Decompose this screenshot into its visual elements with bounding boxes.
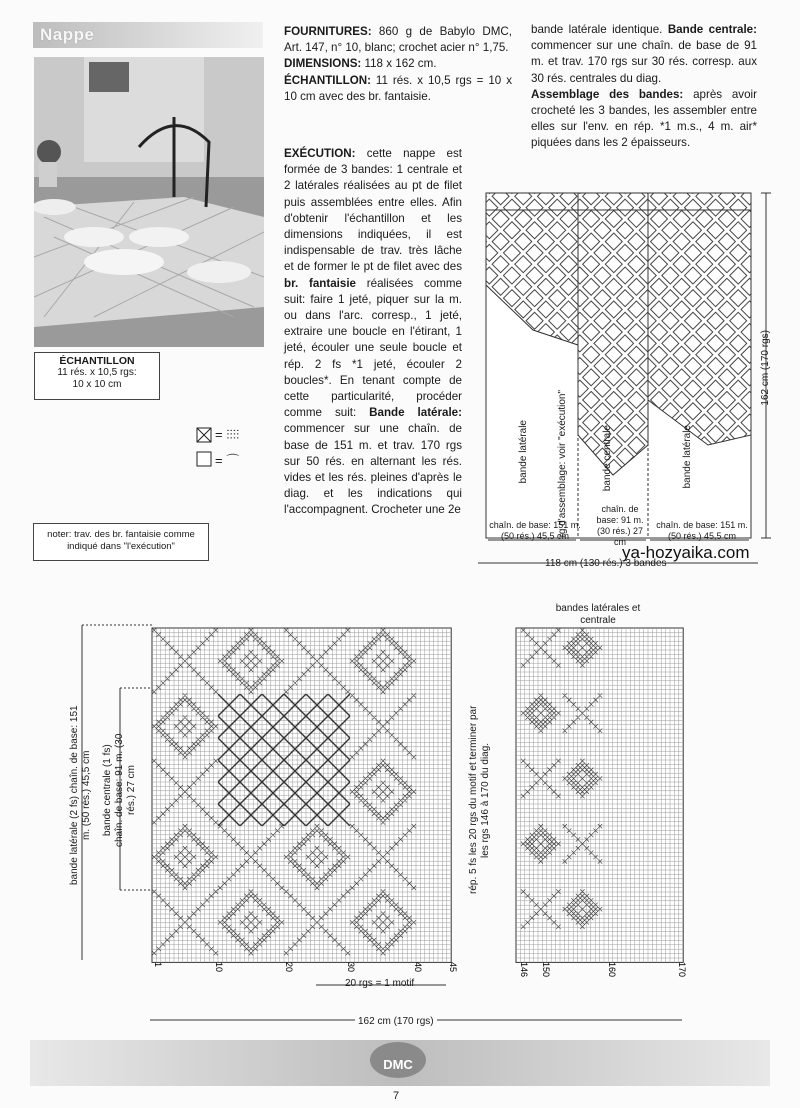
chart-grid-right (516, 628, 683, 962)
bandes-label: bandes latérales et centrale (555, 603, 641, 626)
sample-line1: 11 rés. x 10,5 rgs: (57, 367, 137, 378)
text-execution (284, 146, 462, 519)
assemblage-text: après avoir crocheté les 3 bandes, les assembler entre elles sur l'env. en rép. *1 m.s., 4 m. air* piquées dans les 2 épaisseurs. (531, 87, 757, 150)
tablecloth-photo (34, 57, 264, 347)
schema-chain-right: chaîn. de base: 151 m. (50 rés.) 45,5 cm (656, 520, 748, 541)
schema-band-center: bande centrale (602, 425, 613, 492)
schema-band-left: bande latérale (518, 420, 529, 484)
schema-height: 162 cm (170 rgs) (760, 330, 771, 406)
schema-band-right: bande latérale (682, 425, 693, 489)
tick-left: 40 (413, 962, 423, 973)
bande-laterale-text: commencer sur une chaîn. de base de 151 m. et trav. 170 rgs sur 50 rés. en alternant les rés. vides et les rés. pleines d'après le diag. et les indications qui l'accompagnent. Crocheter une 2e (284, 422, 462, 517)
bande-centrale-text: commencer sur une chaîn. de base de 91 m. et trav. 170 rgs sur 30 rés. corresp. aux 30 rés. centrales du diag. (531, 39, 757, 85)
sample-line2: 10 x 10 cm (72, 379, 122, 390)
page-title: Nappe (40, 25, 95, 44)
tick-left: 45 (448, 962, 458, 973)
br-fantaisie: br. fantaisie (284, 276, 357, 290)
dimensions-text: 118 x 162 cm. (361, 57, 437, 71)
fournitures-heading: FOURNITURES: (284, 25, 372, 38)
assemblage-heading: Assemblage des bandes: (531, 87, 684, 101)
tick-right: 170 (677, 962, 687, 978)
legend-filled-label: = ⫶⫶⫶⫶ (215, 427, 240, 442)
tick-left: 10 (214, 962, 224, 973)
text-col1-top (284, 24, 512, 105)
echantillon-heading: ÉCHANTILLON: (284, 73, 371, 87)
tick-left: 20 (284, 962, 294, 973)
left-vertical-2: bande centrale (1 fs) chaîn. de base: 91 m. (30 rés.) 27 cm (102, 733, 137, 847)
fournitures-text: 860 g de Babylo DMC, Art. 147, n° 10, blanc; crochet acier n° 1,75. (284, 25, 512, 55)
execution-heading: EXÉCUTION: (284, 147, 356, 160)
title-bar (33, 22, 263, 48)
text-col2 (531, 22, 757, 152)
page-number: 7 (393, 1090, 400, 1102)
tick-left: 30 (346, 962, 356, 973)
bande-centrale-heading: Bande centrale: (667, 23, 757, 36)
bande-laterale-heading: Bande latérale: (369, 406, 462, 420)
watermark: ya-hozyaika.com (622, 543, 750, 562)
legend-empty-label: = ⌒ (215, 452, 240, 468)
tick-right: 160 (607, 962, 617, 978)
schema-chain-center: chaîn. de base: 91 m. (30 rés.) 27 cm (596, 504, 644, 547)
left-vertical-1: bande latérale (2 fs) chaîn. de base: 151 m. (50 rés.) 45,5 cm (69, 705, 92, 885)
repeat-label: 20 rgs = 1 motif (345, 978, 415, 989)
symbol-legend (196, 425, 239, 469)
mid-vertical: rép. 5 fs les 20 rgs du motif et terminer par les rgs 146 à 170 du diag. (468, 705, 491, 895)
schema-assemblage: rg d'assemblage: voir "exécution" (557, 390, 568, 538)
bottom-dim: 162 cm (170 rgs) (355, 1016, 437, 1027)
sample-box (34, 352, 160, 400)
empty-square-icon (196, 451, 212, 467)
dimensions-heading: DIMENSIONS: (284, 57, 362, 71)
echantillon-text: 11 rés. x 10,5 rgs = 10 x 10 cm avec des br. fantaisie. (284, 73, 512, 103)
col2-start: bande latérale identique. (531, 23, 668, 36)
dmc-logo: DMC (370, 1042, 426, 1078)
schema-width: 118 cm (130 rés.) 3 bandes (545, 558, 667, 569)
tick-right: 146 (519, 962, 529, 978)
schema-chain-left: chaîn. de base: 151 m. (50 rés.) 45,5 cm (489, 520, 581, 541)
execution-text-2: réalisées comme suit: faire 1 jeté, piquer sur la m. ou dans l'arc. corresp., 1 jeté, extraire une boucle en l'étirant, 1 jeté, écouler une seule boucle et rép. 2 fs *1 jeté, écouler 2 boucles*. En tenant compte de cette particularité, procéder comme suit: (284, 276, 462, 420)
sample-heading: ÉCHANTILLON (59, 355, 135, 367)
note-box: noter: trav. des br. fantaisie comme indiqué dans "l'exécution" (33, 523, 209, 561)
filled-square-icon (196, 427, 212, 443)
execution-text: cette nappe est formée de 3 bandes: 1 centrale et 2 latérales réalisées au pt de filet puis assemblées entre elles. Afin d'obtenir l'échantillon et les dimensions indiquées, il est indispensable de trav. très lâche et de former le pt de filet avec des (284, 147, 462, 274)
tick-right: 150 (541, 962, 551, 978)
tick-left: 1 (153, 962, 163, 968)
